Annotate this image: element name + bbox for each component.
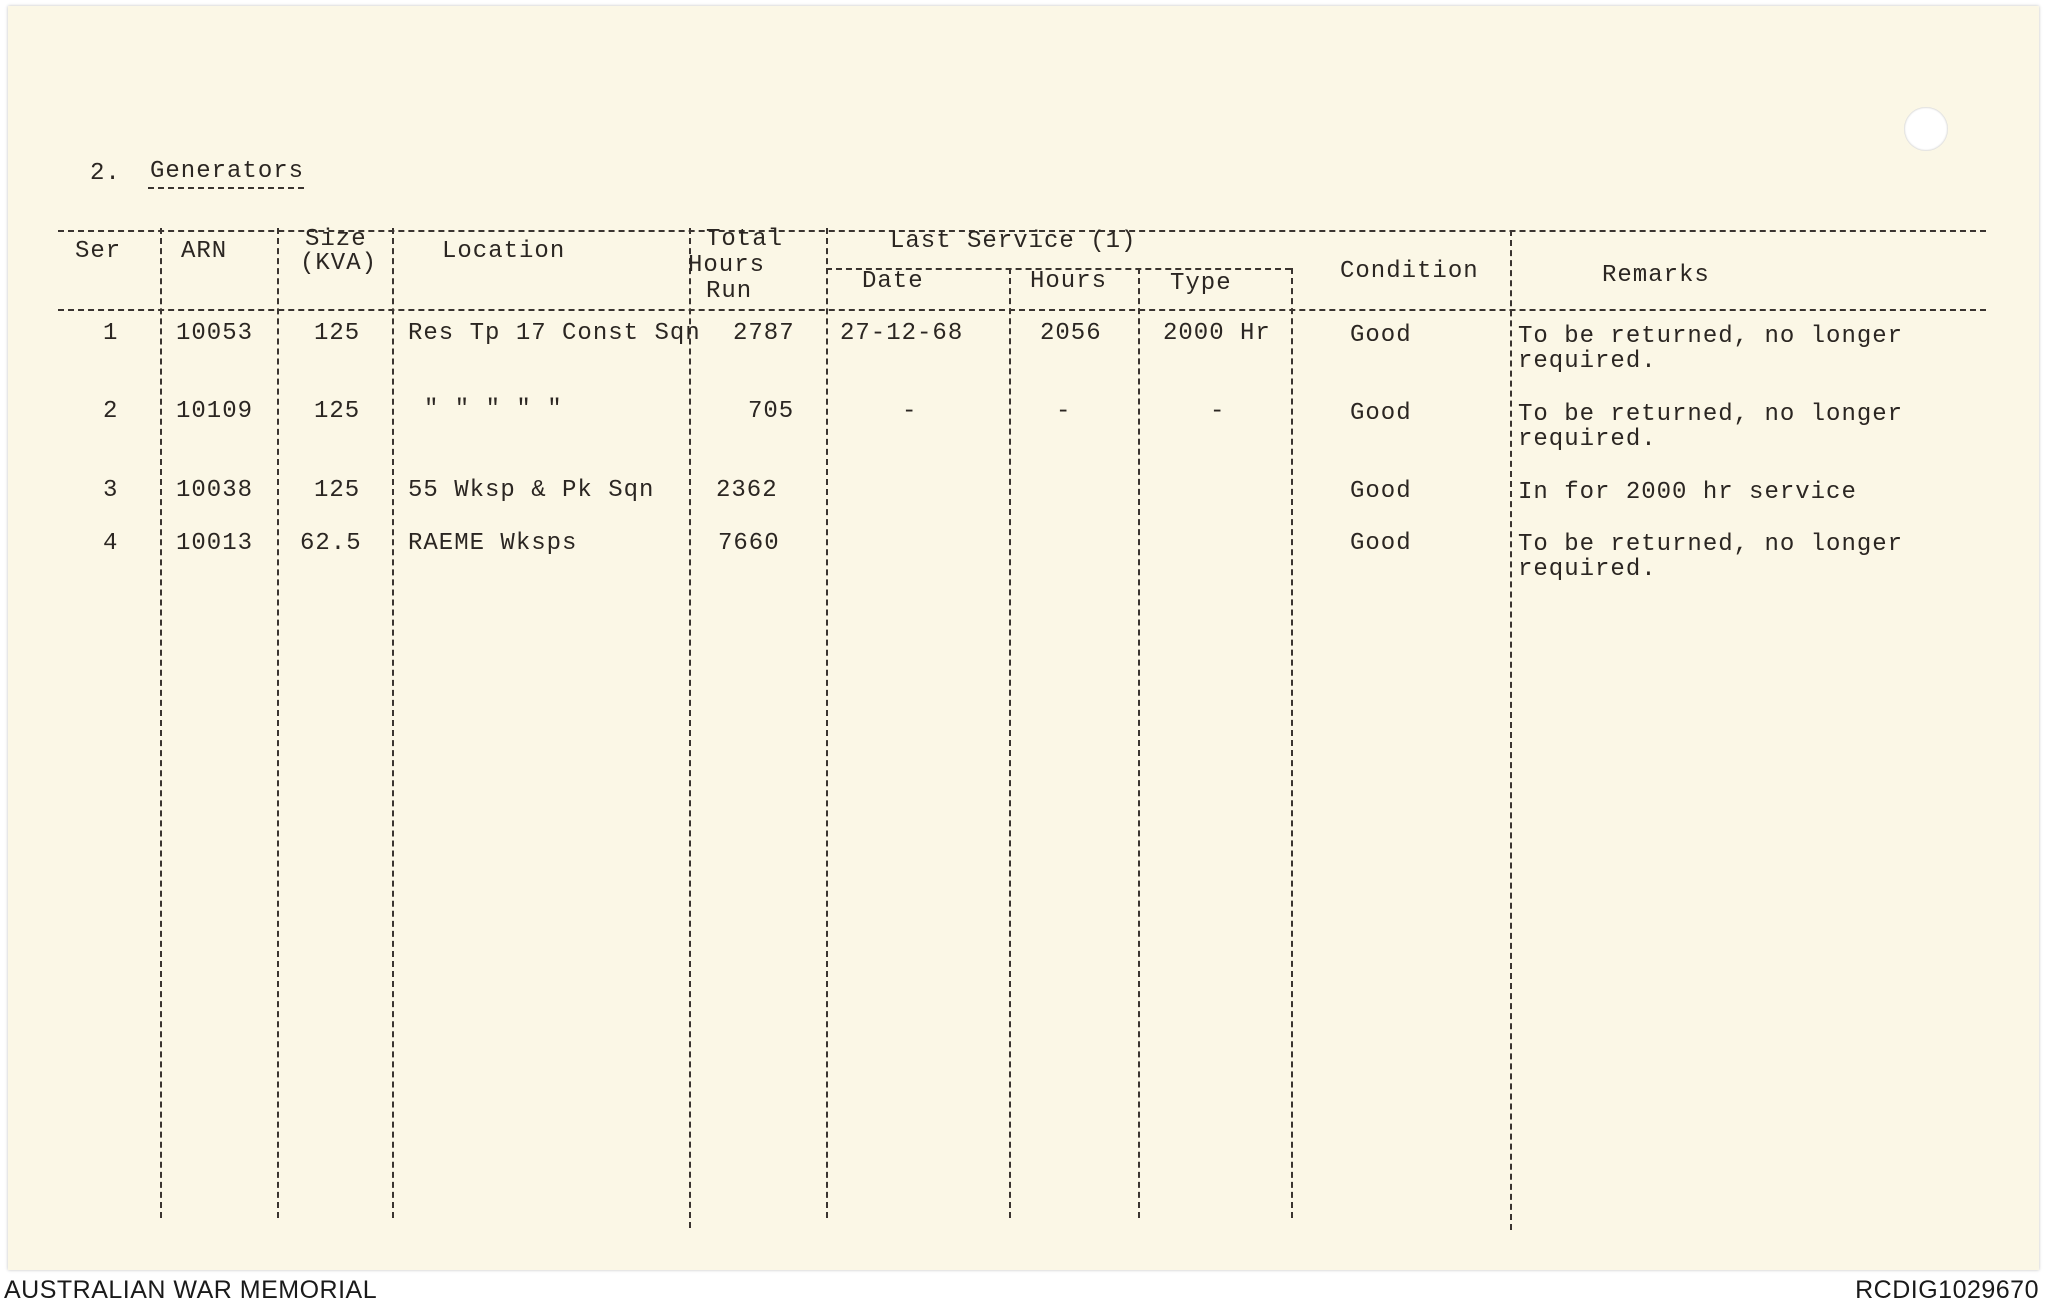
cell-size: 125	[314, 477, 361, 504]
document-page	[8, 6, 2039, 1270]
cell-total-hours: 705	[748, 398, 795, 425]
footer-archive-name: AUSTRALIAN WAR MEMORIAL	[4, 1276, 378, 1304]
cell-ser: 2	[103, 398, 119, 425]
col-divider	[1138, 268, 1140, 1218]
cell-size: 62.5	[300, 530, 362, 557]
cell-remarks: To be returned, no longer required.	[1518, 401, 1904, 453]
col-divider	[1510, 230, 1512, 1230]
cell-location: Res Tp 17 Const Sqn	[408, 320, 701, 347]
cell-remarks: In for 2000 hr service	[1518, 479, 1857, 506]
footer-record-id: RCDIG1029670	[1855, 1276, 2039, 1304]
cell-remarks: To be returned, no longer required.	[1518, 531, 1904, 583]
cell-ser: 3	[103, 477, 119, 504]
cell-type: 2000 Hr	[1163, 320, 1271, 347]
cell-ser: 4	[103, 530, 119, 557]
cell-remarks: To be returned, no longer required.	[1518, 323, 1904, 375]
header-size: Size	[305, 226, 367, 253]
header-type: Type	[1170, 270, 1232, 297]
header-bottom-rule	[58, 309, 1986, 311]
cell-size: 125	[314, 320, 361, 347]
col-divider	[277, 228, 279, 1218]
cell-size: 125	[314, 398, 361, 425]
cell-arn: 10109	[176, 398, 254, 425]
header-total-run: Run	[706, 278, 753, 305]
header-location: Location	[442, 238, 566, 265]
section-title-underline	[148, 187, 304, 189]
header-hours: Hours	[1030, 268, 1108, 295]
cell-condition: Good	[1350, 400, 1412, 427]
header-date: Date	[862, 268, 924, 295]
cell-condition: Good	[1350, 530, 1412, 557]
cell-ser: 1	[103, 320, 119, 347]
cell-location: 55 Wksp & Pk Sqn	[408, 477, 655, 504]
cell-type: -	[1210, 398, 1226, 425]
cell-total-hours: 2787	[733, 320, 795, 347]
col-divider	[392, 228, 394, 1218]
cell-condition: Good	[1350, 322, 1412, 349]
section-title: Generators	[150, 158, 305, 185]
cell-date: -	[902, 398, 918, 425]
col-divider	[826, 228, 828, 1218]
header-arn: ARN	[181, 238, 228, 265]
header-size-unit: (KVA)	[300, 250, 378, 277]
cell-arn: 10053	[176, 320, 254, 347]
cell-location: RAEME Wksps	[408, 530, 578, 557]
header-total-hours: Hours	[688, 252, 766, 279]
header-last-service: Last Service (1)	[890, 228, 1137, 255]
header-ser: Ser	[75, 238, 122, 265]
col-divider	[1009, 268, 1011, 1218]
header-condition: Condition	[1340, 258, 1479, 285]
header-total: Total	[706, 226, 784, 253]
cell-condition: Good	[1350, 478, 1412, 505]
cell-total-hours: 2362	[716, 477, 778, 504]
cell-hours: 2056	[1040, 320, 1102, 347]
punch-hole	[1904, 107, 1948, 151]
cell-date: 27-12-68	[840, 320, 964, 347]
cell-arn: 10038	[176, 477, 254, 504]
cell-arn: 10013	[176, 530, 254, 557]
cell-hours: -	[1056, 398, 1072, 425]
col-divider	[160, 228, 162, 1218]
col-divider	[1291, 268, 1293, 1218]
section-number: 2.	[90, 160, 121, 187]
cell-total-hours: 7660	[718, 530, 780, 557]
cell-location: " " " " "	[424, 396, 563, 423]
col-divider	[689, 228, 691, 1228]
header-remarks: Remarks	[1602, 262, 1710, 289]
